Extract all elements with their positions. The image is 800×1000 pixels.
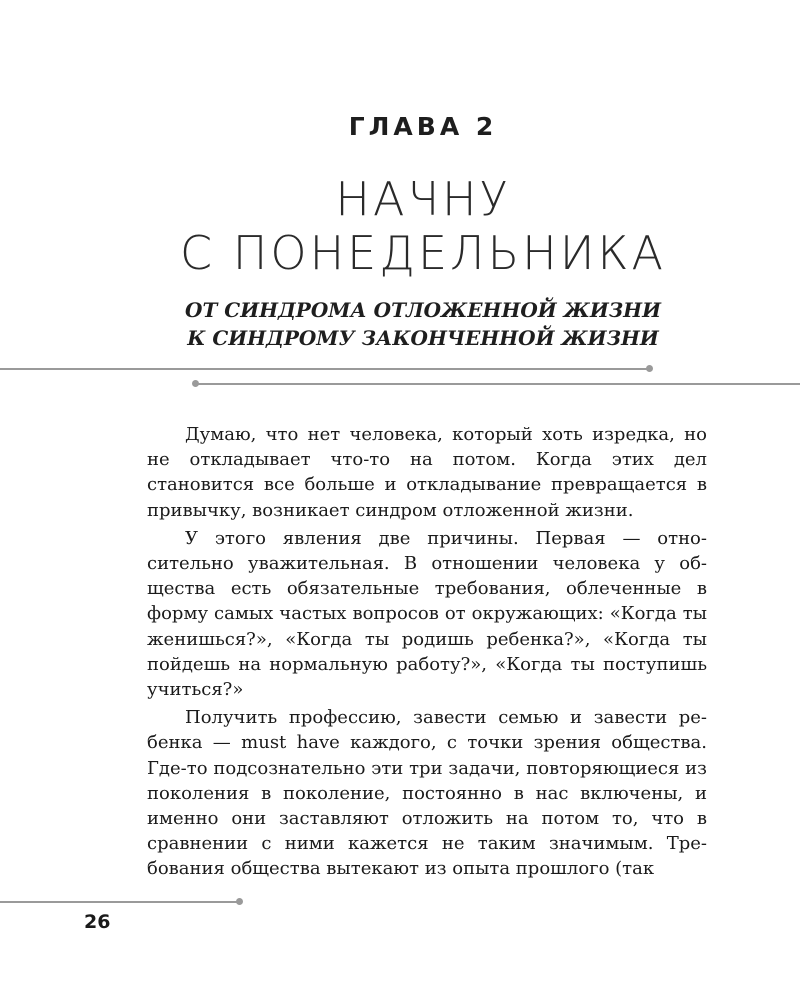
decorative-rule bbox=[195, 383, 800, 385]
body-text bbox=[147, 422, 707, 885]
chapter-subtitle bbox=[0, 296, 800, 352]
chapter-subtitle-line: К СИНДРОМУ ЗАКОНЧЕННОЙ ЖИЗНИ bbox=[187, 326, 659, 350]
decorative-rule bbox=[0, 368, 651, 370]
rule-dot bbox=[646, 365, 653, 372]
chapter-title bbox=[0, 172, 800, 280]
chapter-label: ГЛАВА 2 bbox=[348, 112, 498, 141]
rule-dot bbox=[236, 898, 243, 905]
paragraph: У этого явления две причины. Первая — относительно уважительная. В отношении человека у общества есть обязательные требования, облеченные в форму самых частых вопросов от окружающих: «Когда ты женишься?», «Когда ты родишь ребенка?», «Когда ты пойдешь на нормальную работу?», «Когда ты поступишь учиться?» bbox=[147, 527, 707, 701]
rule-dot bbox=[192, 380, 199, 387]
chapter-subtitle-line: ОТ СИНДРОМА ОТЛОЖЕННОЙ ЖИЗНИ bbox=[185, 298, 661, 322]
paragraph: Думаю, что нет человека, который хоть изредка, но не откладывает что-то на потом. Когда этих дел становится все больше и откладывание превращается в привычку, возникает синдром отложенной жизни. bbox=[147, 424, 707, 521]
paragraph: Получить профессию, завести семью и завести ребенка — must have каждого, с точки зрения общества. Где-то подсознательно эти три задачи, повторяющиеся из поколения в поколение, постоянно в нас включены, и именно они заставляют отложить на потом то, что в сравнении с ними кажется не таким значимым. Требования общества вытекают из опыта прошлого (так bbox=[147, 707, 707, 880]
page-number: 26 bbox=[84, 911, 111, 933]
footer-rule bbox=[0, 901, 240, 903]
chapter-title-line: С ПОНЕДЕЛЬНИКА bbox=[180, 226, 666, 280]
chapter-title-line: НАЧНУ bbox=[335, 172, 511, 226]
